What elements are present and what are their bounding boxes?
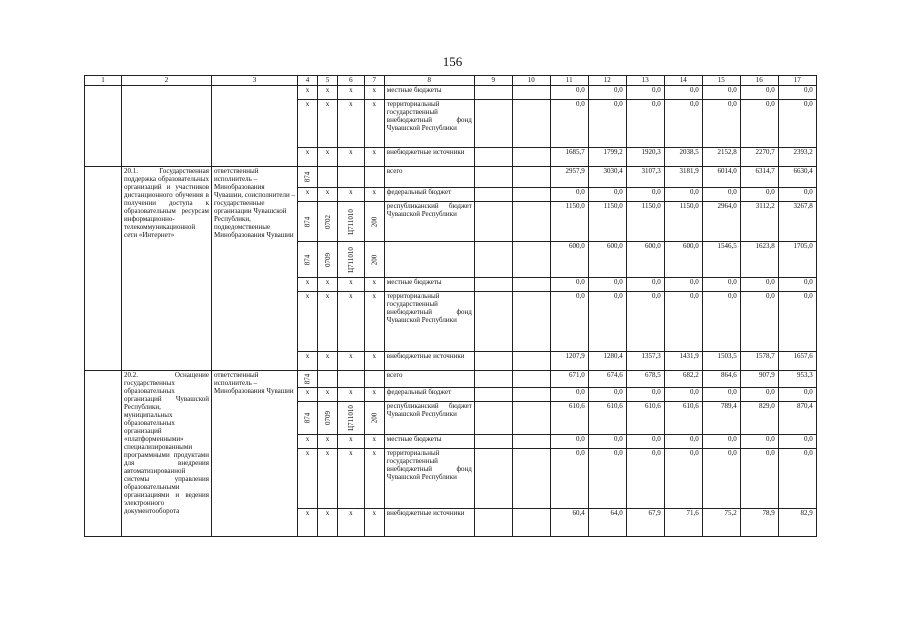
budget-code-cell bbox=[318, 242, 338, 278]
amount-cell: 64,0 bbox=[588, 509, 626, 537]
empty-cell bbox=[474, 148, 512, 167]
amount-cell: 0,0 bbox=[740, 388, 778, 402]
amount-cell: 1578,7 bbox=[740, 352, 778, 371]
budget-code-cell: x bbox=[364, 449, 384, 509]
amount-cell: 0,0 bbox=[664, 388, 702, 402]
column-header: 12 bbox=[588, 76, 626, 86]
amount-cell: 0,0 bbox=[626, 435, 664, 449]
amount-cell: 3267,8 bbox=[778, 202, 816, 242]
budget-code: 874 bbox=[303, 254, 312, 265]
amount-cell: 1657,6 bbox=[778, 352, 816, 371]
amount-cell: 1623,8 bbox=[740, 242, 778, 278]
budget-code-cell bbox=[298, 371, 318, 388]
amount-cell: 0,0 bbox=[740, 100, 778, 148]
funding-source: местные бюджеты bbox=[384, 278, 474, 292]
column-header: 8 bbox=[384, 76, 474, 86]
amount-cell: 0,0 bbox=[588, 435, 626, 449]
amount-cell: 0,0 bbox=[664, 435, 702, 449]
funding-source: местные бюджеты bbox=[384, 86, 474, 100]
budget-code-cell bbox=[364, 167, 384, 188]
amount-cell: 0,0 bbox=[550, 435, 588, 449]
funding-source bbox=[384, 242, 474, 278]
page-number: 156 bbox=[442, 54, 463, 69]
amount-cell: 3112,2 bbox=[740, 202, 778, 242]
amount-cell: 0,0 bbox=[740, 86, 778, 100]
column-header: 4 bbox=[298, 76, 318, 86]
amount-cell: 610,6 bbox=[664, 402, 702, 435]
column-header: 1 bbox=[85, 76, 122, 86]
budget-code-cell bbox=[318, 402, 338, 435]
amount-cell: 82,9 bbox=[778, 509, 816, 537]
amount-cell: 0,0 bbox=[702, 86, 740, 100]
empty-cell bbox=[512, 86, 550, 100]
budget-code-cell: x bbox=[338, 352, 365, 371]
budget-code-cell bbox=[364, 202, 384, 242]
budget-code: 0702 bbox=[323, 214, 332, 229]
funding-source: всего bbox=[384, 371, 474, 388]
budget-code: 0709 bbox=[323, 252, 332, 267]
budget-code: 874 bbox=[303, 412, 312, 424]
amount-cell: 0,0 bbox=[702, 449, 740, 509]
empty-cell bbox=[212, 86, 298, 167]
amount-cell: 60,4 bbox=[550, 509, 588, 537]
budget-code-cell: x bbox=[298, 188, 318, 202]
empty-cell bbox=[474, 402, 512, 435]
empty-cell bbox=[512, 242, 550, 278]
amount-cell: 610,6 bbox=[588, 402, 626, 435]
budget-code-cell: x bbox=[298, 352, 318, 371]
empty-cell bbox=[512, 100, 550, 148]
amount-cell: 2393,2 bbox=[778, 148, 816, 167]
budget-code-cell bbox=[318, 202, 338, 242]
amount-cell: 2152,8 bbox=[702, 148, 740, 167]
amount-cell: 0,0 bbox=[588, 86, 626, 100]
amount-cell: 0,0 bbox=[778, 100, 816, 148]
budget-code-cell: x bbox=[364, 388, 384, 402]
amount-cell: 870,4 bbox=[778, 402, 816, 435]
budget-code: 0709 bbox=[323, 411, 332, 425]
budget-code-cell bbox=[298, 167, 318, 188]
amount-cell: 0,0 bbox=[702, 435, 740, 449]
budget-code-cell: x bbox=[338, 100, 365, 148]
budget-code-cell: x bbox=[364, 509, 384, 537]
column-header: 16 bbox=[740, 76, 778, 86]
amount-cell: 0,0 bbox=[702, 100, 740, 148]
amount-cell: 789,4 bbox=[702, 402, 740, 435]
budget-code-cell: x bbox=[318, 86, 338, 100]
budget-code: 200 bbox=[370, 216, 379, 227]
amount-cell: 0,0 bbox=[702, 292, 740, 352]
amount-cell: 0,0 bbox=[550, 188, 588, 202]
amount-cell: 0,0 bbox=[702, 188, 740, 202]
budget-code-cell bbox=[364, 242, 384, 278]
budget-code-cell: x bbox=[364, 352, 384, 371]
table-row bbox=[85, 371, 817, 388]
amount-cell: 0,0 bbox=[664, 278, 702, 292]
amount-cell: 0,0 bbox=[626, 449, 664, 509]
amount-cell: 671,0 bbox=[550, 371, 588, 388]
funding-source: всего bbox=[384, 167, 474, 188]
amount-cell: 1207,9 bbox=[550, 352, 588, 371]
budget-code: 200 bbox=[370, 254, 379, 265]
amount-cell: 75,2 bbox=[702, 509, 740, 537]
empty-cell bbox=[122, 86, 212, 167]
amount-cell: 78,9 bbox=[740, 509, 778, 537]
budget-code-cell bbox=[338, 371, 365, 388]
amount-cell: 0,0 bbox=[588, 188, 626, 202]
amount-cell: 0,0 bbox=[740, 292, 778, 352]
amount-cell: 6630,4 bbox=[778, 167, 816, 188]
amount-cell: 71,6 bbox=[664, 509, 702, 537]
column-header: 6 bbox=[338, 76, 365, 86]
amount-cell: 0,0 bbox=[664, 188, 702, 202]
budget-code-cell: x bbox=[298, 388, 318, 402]
amount-cell: 0,0 bbox=[778, 449, 816, 509]
amount-cell: 953,3 bbox=[778, 371, 816, 388]
amount-cell: 0,0 bbox=[626, 292, 664, 352]
amount-cell: 2964,0 bbox=[702, 202, 740, 242]
amount-cell: 1705,0 bbox=[778, 242, 816, 278]
amount-cell: 1503,5 bbox=[702, 352, 740, 371]
amount-cell: 0,0 bbox=[550, 100, 588, 148]
column-header: 11 bbox=[550, 76, 588, 86]
empty-cell bbox=[512, 402, 550, 435]
empty-cell bbox=[85, 86, 122, 167]
amount-cell: 1546,5 bbox=[702, 242, 740, 278]
funding-source: федеральный бюджет bbox=[384, 388, 474, 402]
empty-cell bbox=[85, 167, 122, 371]
amount-cell: 0,0 bbox=[702, 388, 740, 402]
empty-cell bbox=[512, 388, 550, 402]
budget-code-cell: x bbox=[318, 509, 338, 537]
empty-cell bbox=[474, 352, 512, 371]
empty-cell bbox=[512, 449, 550, 509]
budget-code-cell: x bbox=[338, 86, 365, 100]
column-header: 14 bbox=[664, 76, 702, 86]
amount-cell: 0,0 bbox=[588, 449, 626, 509]
amount-cell: 600,0 bbox=[626, 242, 664, 278]
amount-cell: 0,0 bbox=[550, 278, 588, 292]
budget-code-cell: x bbox=[318, 292, 338, 352]
budget-code: 200 bbox=[370, 412, 379, 424]
budget-code-cell: x bbox=[338, 388, 365, 402]
amount-cell: 0,0 bbox=[740, 188, 778, 202]
empty-cell bbox=[474, 202, 512, 242]
amount-cell: 2270,7 bbox=[740, 148, 778, 167]
amount-cell: 0,0 bbox=[588, 388, 626, 402]
amount-cell: 0,0 bbox=[550, 292, 588, 352]
empty-cell bbox=[474, 188, 512, 202]
funding-source: республиканский бюджет Чувашской Республики bbox=[384, 402, 474, 435]
funding-source: республиканский бюджет Чувашской Республики bbox=[384, 202, 474, 242]
budget-code-cell bbox=[318, 371, 338, 388]
budget-code-cell: x bbox=[364, 188, 384, 202]
column-header: 17 bbox=[778, 76, 816, 86]
budget-code-cell: x bbox=[318, 278, 338, 292]
budget-code-cell bbox=[338, 202, 365, 242]
amount-cell: 0,0 bbox=[778, 388, 816, 402]
empty-cell bbox=[474, 509, 512, 537]
empty-cell bbox=[474, 371, 512, 388]
funding-source: федеральный бюджет bbox=[384, 188, 474, 202]
amount-cell: 0,0 bbox=[778, 188, 816, 202]
empty-cell bbox=[512, 352, 550, 371]
amount-cell: 1280,4 bbox=[588, 352, 626, 371]
empty-cell bbox=[85, 371, 122, 537]
budget-code-cell: x bbox=[364, 435, 384, 449]
budget-code-cell: x bbox=[318, 188, 338, 202]
column-header: 15 bbox=[702, 76, 740, 86]
budget-code-cell: x bbox=[318, 148, 338, 167]
amount-cell: 3030,4 bbox=[588, 167, 626, 188]
budget-code-cell: x bbox=[298, 148, 318, 167]
amount-cell: 1920,3 bbox=[626, 148, 664, 167]
empty-cell bbox=[474, 242, 512, 278]
amount-cell: 3181,9 bbox=[664, 167, 702, 188]
empty-cell bbox=[474, 292, 512, 352]
budget-table bbox=[84, 75, 817, 537]
budget-code-cell bbox=[298, 202, 318, 242]
budget-code-cell: x bbox=[318, 352, 338, 371]
budget-code: 874 bbox=[303, 171, 312, 183]
measure-name: 20.1. Государственная поддержка образовательных организаций и участников дистанционного обучения в получении доступа к образовательным ресурсам информационно-телекоммуникационной сети «Интернет» bbox=[122, 167, 212, 371]
amount-cell: 3107,3 bbox=[626, 167, 664, 188]
empty-cell bbox=[512, 371, 550, 388]
amount-cell: 1357,3 bbox=[626, 352, 664, 371]
budget-code-cell bbox=[338, 402, 365, 435]
measure-name: 20.2. Оснащение государственных образовательных организаций Чувашской Республики, муниципальных образовательных организаций «платформенными» специализированными программными продуктами для внедрения автоматизированной системы управления образовательными организациями и ведения электронного документооборота bbox=[122, 371, 212, 537]
budget-code-cell: x bbox=[364, 148, 384, 167]
budget-code: Ц711010 bbox=[346, 246, 355, 273]
empty-cell bbox=[512, 292, 550, 352]
budget-code-cell bbox=[338, 167, 365, 188]
budget-code-cell: x bbox=[318, 388, 338, 402]
empty-cell bbox=[474, 278, 512, 292]
budget-code-cell: x bbox=[298, 449, 318, 509]
table-row bbox=[85, 167, 817, 188]
amount-cell: 0,0 bbox=[778, 86, 816, 100]
budget-code-cell: x bbox=[338, 449, 365, 509]
budget-code: 874 bbox=[303, 216, 312, 227]
budget-code-cell: x bbox=[364, 100, 384, 148]
amount-cell: 0,0 bbox=[778, 278, 816, 292]
column-header-row bbox=[85, 76, 817, 86]
empty-cell bbox=[512, 278, 550, 292]
amount-cell: 1150,0 bbox=[664, 202, 702, 242]
funding-source: местные бюджеты bbox=[384, 435, 474, 449]
amount-cell: 0,0 bbox=[664, 449, 702, 509]
amount-cell: 864,6 bbox=[702, 371, 740, 388]
empty-cell bbox=[474, 100, 512, 148]
amount-cell: 0,0 bbox=[588, 292, 626, 352]
column-header: 5 bbox=[318, 76, 338, 86]
budget-code-cell bbox=[298, 242, 318, 278]
amount-cell: 1685,7 bbox=[550, 148, 588, 167]
amount-cell: 0,0 bbox=[778, 292, 816, 352]
budget-code: 874 bbox=[303, 373, 312, 385]
budget-code-cell: x bbox=[364, 278, 384, 292]
amount-cell: 1799,2 bbox=[588, 148, 626, 167]
table-row bbox=[85, 86, 817, 100]
amount-cell: 0,0 bbox=[740, 278, 778, 292]
amount-cell: 0,0 bbox=[550, 86, 588, 100]
empty-cell bbox=[512, 509, 550, 537]
budget-code-cell: x bbox=[298, 86, 318, 100]
amount-cell: 0,0 bbox=[740, 435, 778, 449]
budget-code-cell: x bbox=[298, 100, 318, 148]
funding-source: территориальный государственный внебюджетный фонд Чувашской Республики bbox=[384, 100, 474, 148]
budget-code-cell: x bbox=[298, 435, 318, 449]
budget-code-cell: x bbox=[318, 435, 338, 449]
amount-cell: 600,0 bbox=[550, 242, 588, 278]
amount-cell: 0,0 bbox=[740, 449, 778, 509]
amount-cell: 829,0 bbox=[740, 402, 778, 435]
funding-source: внебюджетные источники bbox=[384, 352, 474, 371]
empty-cell bbox=[512, 202, 550, 242]
amount-cell: 6014,0 bbox=[702, 167, 740, 188]
amount-cell: 0,0 bbox=[626, 278, 664, 292]
budget-code-cell: x bbox=[338, 435, 365, 449]
budget-code-cell bbox=[298, 402, 318, 435]
empty-cell bbox=[512, 188, 550, 202]
amount-cell: 6314,7 bbox=[740, 167, 778, 188]
empty-cell bbox=[474, 86, 512, 100]
funding-source: территориальный государственный внебюджетный фонд Чувашской Республики bbox=[384, 449, 474, 509]
amount-cell: 682,2 bbox=[664, 371, 702, 388]
empty-cell bbox=[474, 388, 512, 402]
empty-cell bbox=[512, 435, 550, 449]
budget-code-cell: x bbox=[298, 278, 318, 292]
amount-cell: 0,0 bbox=[664, 292, 702, 352]
budget-code-cell bbox=[338, 242, 365, 278]
budget-code-cell: x bbox=[318, 100, 338, 148]
amount-cell: 0,0 bbox=[664, 100, 702, 148]
column-header: 13 bbox=[626, 76, 664, 86]
funding-source: внебюджетные источники bbox=[384, 148, 474, 167]
amount-cell: 1150,0 bbox=[550, 202, 588, 242]
empty-cell bbox=[512, 148, 550, 167]
budget-code-cell: x bbox=[338, 148, 365, 167]
measure-executor: ответственный исполнитель – Минобразования Чувашии bbox=[212, 371, 298, 537]
budget-code-cell bbox=[364, 402, 384, 435]
empty-cell bbox=[474, 167, 512, 188]
amount-cell: 0,0 bbox=[664, 86, 702, 100]
funding-source: внебюджетные источники bbox=[384, 509, 474, 537]
budget-code-cell: x bbox=[364, 292, 384, 352]
amount-cell: 0,0 bbox=[626, 86, 664, 100]
empty-cell bbox=[474, 435, 512, 449]
amount-cell: 600,0 bbox=[588, 242, 626, 278]
column-header: 7 bbox=[364, 76, 384, 86]
amount-cell: 0,0 bbox=[626, 188, 664, 202]
amount-cell: 1150,0 bbox=[588, 202, 626, 242]
amount-cell: 1431,9 bbox=[664, 352, 702, 371]
budget-code-cell: x bbox=[298, 292, 318, 352]
budget-code-cell: x bbox=[318, 449, 338, 509]
amount-cell: 2038,5 bbox=[664, 148, 702, 167]
amount-cell: 610,6 bbox=[626, 402, 664, 435]
amount-cell: 0,0 bbox=[588, 100, 626, 148]
budget-code-cell: x bbox=[338, 292, 365, 352]
column-header: 10 bbox=[512, 76, 550, 86]
amount-cell: 2957,9 bbox=[550, 167, 588, 188]
budget-code-cell: x bbox=[338, 509, 365, 537]
amount-cell: 67,9 bbox=[626, 509, 664, 537]
amount-cell: 600,0 bbox=[664, 242, 702, 278]
amount-cell: 0,0 bbox=[588, 278, 626, 292]
budget-code-cell bbox=[318, 167, 338, 188]
amount-cell: 0,0 bbox=[550, 449, 588, 509]
amount-cell: 1150,0 bbox=[626, 202, 664, 242]
amount-cell: 0,0 bbox=[626, 100, 664, 148]
budget-code-cell: x bbox=[298, 509, 318, 537]
amount-cell: 674,6 bbox=[588, 371, 626, 388]
amount-cell: 0,0 bbox=[778, 435, 816, 449]
amount-cell: 610,6 bbox=[550, 402, 588, 435]
budget-code-cell bbox=[364, 371, 384, 388]
amount-cell: 907,9 bbox=[740, 371, 778, 388]
budget-code-cell: x bbox=[338, 188, 365, 202]
budget-code-cell: x bbox=[338, 278, 365, 292]
amount-cell: 0,0 bbox=[550, 388, 588, 402]
empty-cell bbox=[474, 449, 512, 509]
budget-code: Ц711010 bbox=[346, 405, 355, 431]
measure-executor: ответственный исполнитель – Минобразования Чувашии, соисполнители – государственные организации Чувашской Республики, подведомственные Минобразования Чувашии bbox=[212, 167, 298, 371]
budget-code: Ц711010 bbox=[346, 208, 355, 235]
funding-source: территориальный государственный внебюджетный фонд Чувашской Республики bbox=[384, 292, 474, 352]
budget-code-cell: x bbox=[364, 86, 384, 100]
column-header: 2 bbox=[122, 76, 212, 86]
empty-cell bbox=[512, 167, 550, 188]
amount-cell: 0,0 bbox=[626, 388, 664, 402]
column-header: 3 bbox=[212, 76, 298, 86]
amount-cell: 678,5 bbox=[626, 371, 664, 388]
column-header: 9 bbox=[474, 76, 512, 86]
amount-cell: 0,0 bbox=[702, 278, 740, 292]
